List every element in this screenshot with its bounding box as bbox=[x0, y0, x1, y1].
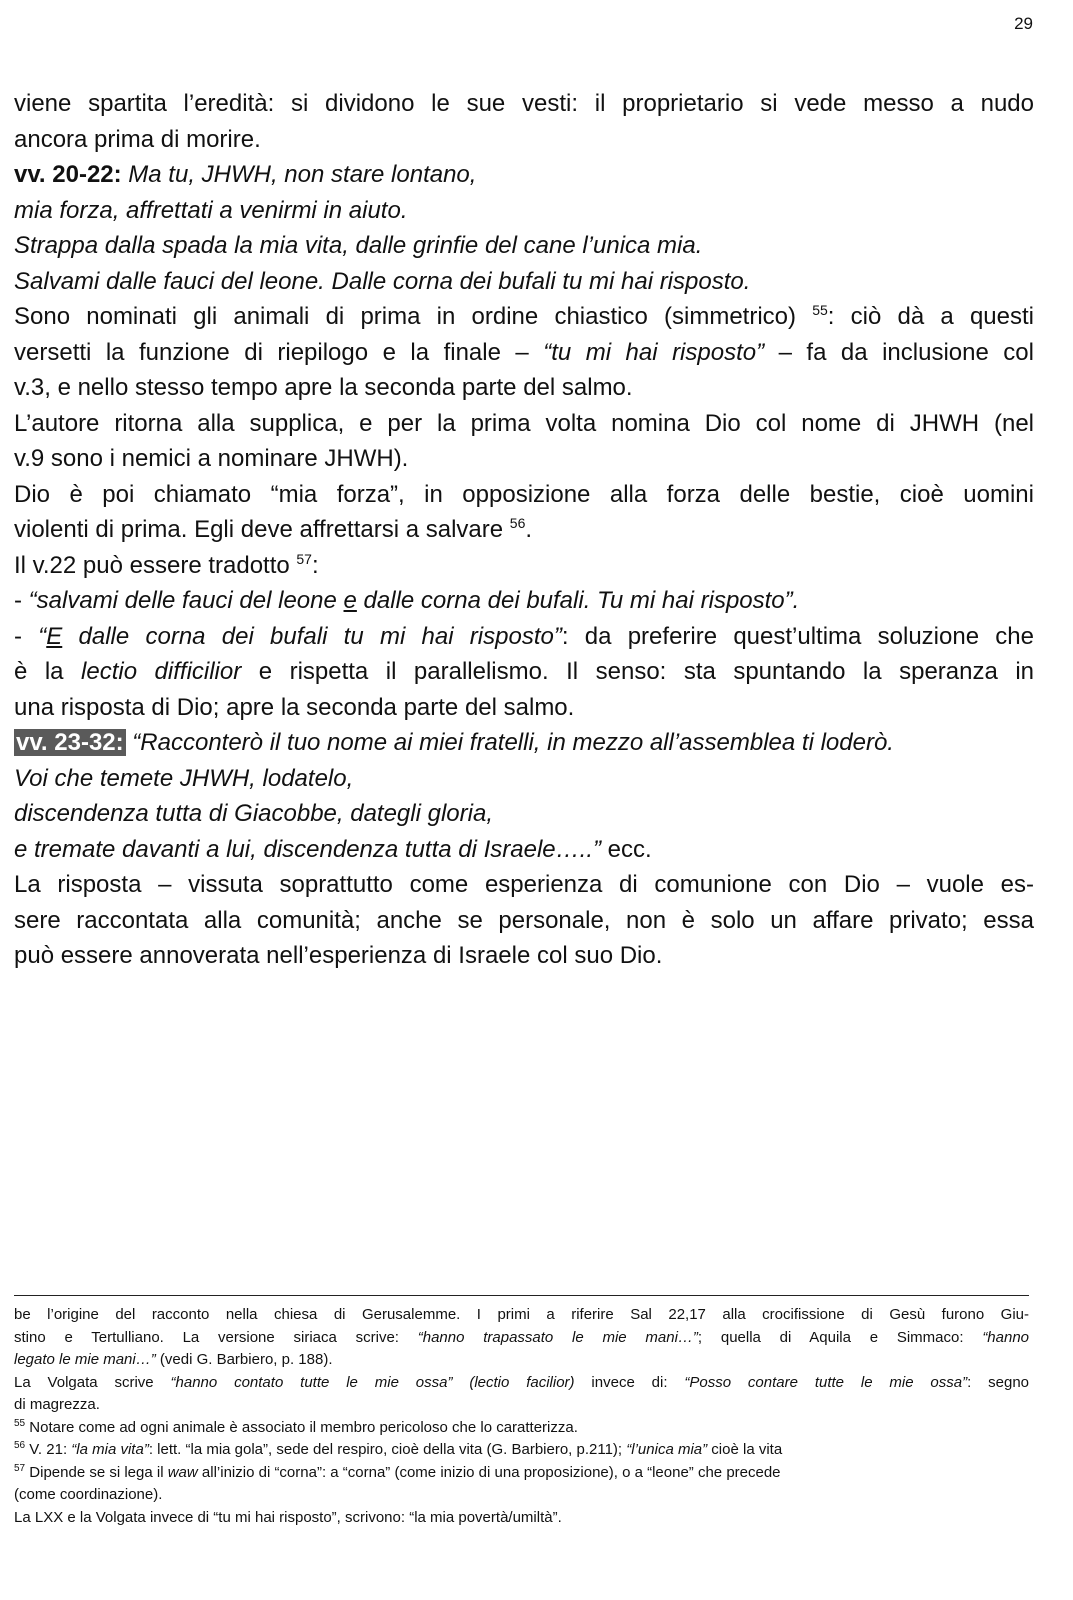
text-span: Notare come ad ogni animale è associato il membro pericoloso che lo caratterizza. bbox=[29, 1418, 578, 1436]
footnote-number: 55 bbox=[14, 1417, 26, 1429]
text-span: violenti di prima. Egli deve affrettarsi a salvare bbox=[14, 516, 504, 543]
paragraph-line: v.3, e nello stesso tempo apre la seconda parte del salmo. bbox=[14, 374, 633, 401]
verse-reference-highlighted: vv. 23-32: bbox=[16, 729, 124, 756]
paragraph-line bbox=[14, 548, 1034, 584]
verse-block-line bbox=[14, 796, 1034, 832]
hebrew-term: waw bbox=[167, 1463, 198, 1481]
verse-block-line bbox=[14, 228, 1034, 264]
quote-text: legato le mie mani…” bbox=[14, 1351, 156, 1368]
paragraph-line: ancora prima di morire. bbox=[14, 125, 261, 153]
footnote-ref-56[interactable]: 56 bbox=[509, 515, 526, 531]
page-number: 29 bbox=[1014, 14, 1033, 33]
verse-text: discendenza tutta di Giacobbe, dategli gloria, bbox=[14, 800, 493, 827]
footnote-line bbox=[14, 1349, 1029, 1372]
verse-text: e tremate davanti a lui, discendenza tutta di Israele…..” bbox=[14, 835, 601, 863]
verse-block-line bbox=[14, 157, 1034, 193]
verse-block-line bbox=[14, 725, 1034, 761]
footnote-55 bbox=[14, 1417, 1029, 1440]
text-span: invece di: bbox=[591, 1373, 668, 1391]
verse-block-line bbox=[14, 264, 1034, 300]
text-span: : bbox=[311, 551, 319, 579]
dash: - bbox=[14, 622, 39, 650]
footnote-ref-55[interactable]: 55 bbox=[812, 302, 828, 318]
quote-text: “l’unica mia” bbox=[626, 1441, 708, 1458]
footnote-separator bbox=[14, 1295, 1029, 1296]
quote-text: “Posso contare tutte le mie ossa” bbox=[684, 1373, 968, 1391]
text-span: è la bbox=[14, 658, 64, 685]
quote-text: “salvami delle fauci del leone bbox=[28, 587, 337, 614]
text-span: stino e Tertulliano. La versione siriaca scrive: bbox=[14, 1328, 399, 1346]
text-span: : ciò dà a questi bbox=[827, 303, 1035, 330]
verse-text: “Racconterò il tuo nome ai miei fratelli, in mezzo all’assemblea ti loderò. bbox=[132, 729, 894, 756]
quote-text: “tu mi hai risposto” bbox=[543, 338, 765, 366]
text-span: V. 21: bbox=[29, 1441, 68, 1458]
verse-block-line bbox=[14, 832, 1034, 868]
text-span: : segno bbox=[967, 1373, 1030, 1391]
text-span: (vedi G. Barbiero, p. 188). bbox=[159, 1351, 333, 1368]
quote-mark: “ bbox=[38, 622, 47, 650]
text-span: – fa da inclusione col bbox=[778, 338, 1034, 366]
latin-term: lectio difficilior bbox=[81, 658, 242, 685]
underlined-letter: E bbox=[46, 622, 63, 650]
verse-reference: vv. 20-22: bbox=[14, 161, 122, 188]
text-span: cioè la vita bbox=[711, 1441, 783, 1458]
paragraph-line: L’autore ritorna alla supplica, e per la prima volta nomina Dio col nome di JHWH (nel bbox=[14, 409, 1034, 437]
text-span: . bbox=[525, 516, 533, 543]
dash: - bbox=[14, 587, 29, 614]
footnotes bbox=[14, 1304, 1029, 1529]
footnote-number: 56 bbox=[14, 1440, 26, 1451]
quote-text: “hanno trapassato le mie mani…” bbox=[417, 1328, 698, 1346]
quote-text: dalle corna dei bufali tu mi hai risposto” bbox=[78, 622, 562, 650]
footnote-line bbox=[14, 1327, 1029, 1350]
verse-text: Strappa dalla spada la mia vita, dalle grinfie del cane l’unica mia. bbox=[14, 232, 703, 259]
paragraph-line bbox=[14, 299, 1034, 335]
paragraph-line: una risposta di Dio; apre la seconda parte del salmo. bbox=[14, 693, 575, 721]
text-span: La Volgata scrive bbox=[14, 1373, 154, 1391]
verse-text: Salvami dalle fauci del leone. Dalle corna dei bufali tu mi hai risposto. bbox=[14, 267, 751, 295]
text-span: Dipende se si lega il bbox=[29, 1463, 164, 1481]
verse-text: Ma tu, JHWH, non stare lontano, bbox=[128, 161, 477, 188]
footnote-line bbox=[14, 1372, 1029, 1395]
footnote-number: 57 bbox=[14, 1462, 26, 1474]
text-span: Sono nominati gli animali di prima in ordine chiastico (simmetrico) bbox=[14, 303, 797, 330]
text-span: ; quella di Aquila e Simmaco: bbox=[697, 1328, 964, 1346]
underlined-letter: e bbox=[343, 587, 357, 614]
quote-text: “la mia vita” bbox=[71, 1441, 149, 1458]
paragraph-line bbox=[14, 654, 1034, 690]
quote-text: “hanno contato tutte le mie ossa” bbox=[170, 1373, 453, 1391]
quote-text: dalle corna dei bufali. Tu mi hai risposto”. bbox=[363, 587, 800, 614]
footnote-56 bbox=[14, 1439, 1029, 1462]
text-span: all’inizio di “corna”: a “corna” (come inizio di una proposizione), o a “leone” che precede bbox=[201, 1463, 781, 1481]
paragraph-line bbox=[14, 512, 1034, 548]
verse-text: mia forza, affrettati a venirmi in aiuto. bbox=[14, 196, 408, 224]
verse-block-line bbox=[14, 761, 1034, 797]
footnote-ref-57[interactable]: 57 bbox=[296, 550, 312, 567]
paragraph-line: Dio è poi chiamato “mia forza”, in opposizione alla forza delle bestie, cioè uomini bbox=[14, 480, 1034, 508]
text-span: e rispetta il parallelismo. Il senso: sta spuntando la speranza in bbox=[258, 658, 1035, 685]
footnote-line: di magrezza. bbox=[14, 1396, 100, 1413]
paragraph-line: v.9 sono i nemici a nominare JHWH). bbox=[14, 445, 409, 472]
text-span: : da preferire quest’ultima soluzione che bbox=[561, 622, 1034, 650]
paragraph-line: può essere annoverata nell’esperienza di Israele col suo Dio. bbox=[14, 942, 663, 969]
footnote-57 bbox=[14, 1462, 1029, 1485]
paragraph-line: viene spartita l’eredità: si dividono le sue vesti: il proprietario si vede messo a nudo bbox=[14, 90, 1034, 117]
footnote-line: be l’origine del racconto nella chiesa di Gerusalemme. I primi a riferire Sal 22,17 alla crocifissione di Gesù furono Giu- bbox=[14, 1306, 1029, 1323]
quote-text: “hanno bbox=[982, 1328, 1030, 1346]
translation-option bbox=[14, 619, 1034, 655]
paragraph-line bbox=[14, 335, 1034, 371]
translation-option bbox=[14, 583, 1034, 619]
verse-text: Voi che temete JHWH, lodatelo, bbox=[14, 764, 354, 792]
footnote-line: La LXX e la Volgata invece di “tu mi hai risposto”, scrivono: “la mia povertà/umiltà”. bbox=[14, 1508, 562, 1526]
paragraph-line: sere raccontata alla comunità; anche se personale, non è solo un affare privato; essa bbox=[14, 906, 1034, 934]
text-span: versetti la funzione di riepilogo e la finale – bbox=[14, 338, 529, 366]
paragraph-line: La risposta – vissuta soprattutto come esperienza di comunione con Dio – vuole es- bbox=[14, 871, 1034, 898]
text-span: Il v.22 può essere tradotto bbox=[14, 551, 290, 579]
text-span: ecc. bbox=[607, 835, 652, 863]
latin-term: (lectio facilior) bbox=[469, 1373, 575, 1391]
verse-block-line bbox=[14, 193, 1034, 229]
main-text bbox=[14, 86, 1034, 974]
text-span: : lett. “la mia gola”, sede del respiro, cioè della vita (G. Barbiero, p.211); bbox=[148, 1441, 623, 1458]
footnote-line: (come coordinazione). bbox=[14, 1486, 163, 1503]
